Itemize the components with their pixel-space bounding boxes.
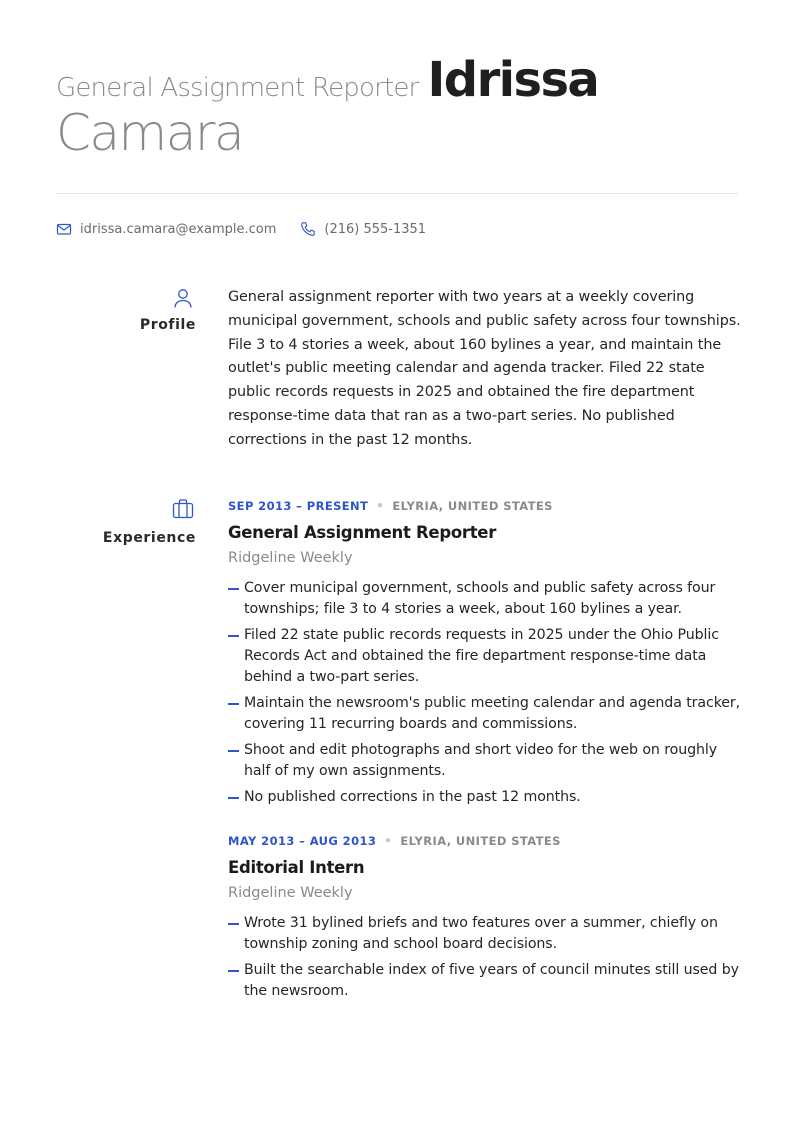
profile-body bbox=[228, 286, 742, 453]
email-text[interactable]: idrissa.camara@example.com bbox=[80, 221, 277, 237]
dash-marker bbox=[228, 635, 239, 637]
dash-marker bbox=[228, 970, 239, 972]
bullet-text: Built the searchable index of five years of council minutes still used by the newsroom. bbox=[244, 962, 739, 999]
bullet-text: Cover municipal government, schools and public safety across four townships; file 3 to 4 stories a week, about 160 bylines a year. bbox=[244, 580, 716, 617]
bullet-text: Filed 22 state public records requests in 2025 under the Ohio Public Records Act and obtained the fire department response-time data behind a two-part series. bbox=[244, 627, 719, 685]
job-company: Ridgeline Weekly bbox=[228, 885, 353, 901]
bullet-item bbox=[228, 960, 742, 1002]
bullet-text: Maintain the newsroom's public meeting calendar and agenda tracker, covering 11 recurring boards and commissions. bbox=[244, 695, 741, 732]
bullet-item bbox=[228, 787, 742, 808]
experience-label-block bbox=[103, 497, 196, 546]
meta-separator: • bbox=[384, 834, 393, 848]
profile-heading: Profile bbox=[139, 317, 196, 333]
contact-bar bbox=[56, 219, 426, 239]
resume-header bbox=[56, 52, 738, 162]
last-name: Camara bbox=[56, 104, 244, 162]
job-position: Editorial Intern bbox=[228, 858, 365, 877]
bullet-text: No published corrections in the past 12 months. bbox=[244, 789, 581, 805]
dash-marker bbox=[228, 588, 239, 590]
bullet-item bbox=[228, 693, 742, 735]
job-meta bbox=[228, 834, 742, 848]
dash-marker bbox=[228, 923, 239, 925]
job-company: Ridgeline Weekly bbox=[228, 550, 353, 566]
dash-marker bbox=[228, 703, 239, 705]
job-bullets bbox=[228, 913, 742, 1002]
job-location: ELYRIA, UNITED STATES bbox=[400, 834, 561, 848]
job-position: General Assignment Reporter bbox=[228, 523, 497, 542]
contact-email[interactable] bbox=[56, 221, 276, 237]
first-name: Idrissa bbox=[427, 52, 599, 108]
job-dates: SEP 2013 – PRESENT bbox=[228, 499, 369, 513]
contact-phone[interactable] bbox=[300, 221, 426, 237]
bullet-item bbox=[228, 578, 742, 620]
experience-heading: Experience bbox=[102, 530, 196, 546]
briefcase-icon bbox=[171, 497, 195, 521]
bullet-item bbox=[228, 740, 742, 782]
bullet-item bbox=[228, 913, 742, 955]
profile-summary: General assignment reporter with two years at a weekly covering municipal government, schools and public safety across four townships. File 3 to 4 stories a week, about 160 bylines a year, and maintain the outlet's public meeting calendar and agenda tracker. Filed 22 state public records requests in 2025 and obtained the fire department response-time data that ran as a two-part series. No published corrections in the past 12 months. bbox=[228, 289, 741, 448]
experience-body bbox=[228, 499, 742, 1007]
header-divider bbox=[56, 193, 738, 194]
job-dates: MAY 2013 – AUG 2013 bbox=[228, 834, 377, 848]
dash-marker bbox=[228, 797, 239, 799]
phone-text[interactable]: (216) 555-1351 bbox=[324, 221, 427, 237]
bullet-text: Shoot and edit photographs and short video for the web on roughly half of my own assignments. bbox=[244, 742, 718, 779]
job-title: General Assignment Reporter bbox=[56, 73, 419, 103]
bullet-item bbox=[228, 625, 742, 688]
bullet-text: Wrote 31 bylined briefs and two features over a summer, chiefly on township zoning and school board decisions. bbox=[244, 915, 718, 952]
profile-label-block bbox=[140, 286, 196, 333]
job-meta bbox=[228, 499, 742, 513]
meta-separator: • bbox=[376, 499, 385, 513]
job-entry bbox=[228, 499, 742, 808]
dash-marker bbox=[228, 750, 239, 752]
envelope-icon bbox=[56, 221, 72, 237]
job-location: ELYRIA, UNITED STATES bbox=[392, 499, 553, 513]
user-icon bbox=[171, 286, 195, 310]
title-name-line bbox=[56, 52, 738, 108]
phone-icon bbox=[300, 221, 316, 237]
job-entry bbox=[228, 834, 742, 1002]
job-bullets bbox=[228, 578, 742, 808]
